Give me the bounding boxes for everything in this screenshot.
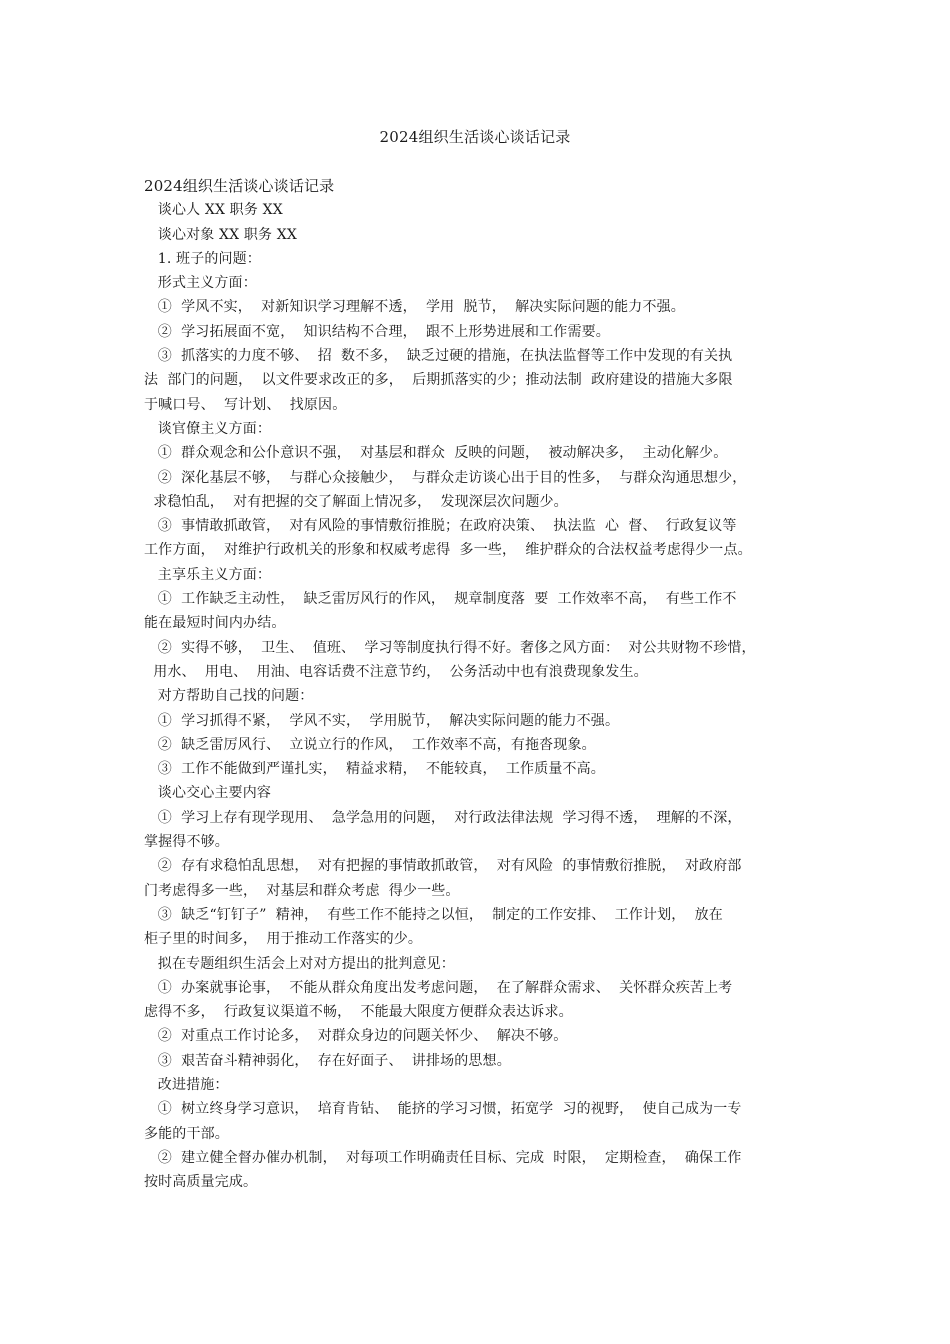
body-line: 虑得不多， 行政复议渠道不畅， 不能最大限度方便群众表达诉求。: [144, 1004, 573, 1021]
body-line: ③ 缺乏“钉钉子” 精神， 有些工作不能持之以恒， 制定的工作安排、 工作计划， 放在: [144, 906, 723, 923]
body-line: 柜子里的时间多， 用于推动工作落实的少。: [144, 931, 423, 948]
body-line: 按时高质量完成。: [144, 1174, 258, 1191]
body-line: ③ 事情敢抓敢管， 对有风险的事情敷衍推脱；在政府决策、 执法监 心 督、 行政复议等: [144, 518, 737, 535]
body-line: 于喊口号、 写计划、 找原因。: [144, 396, 347, 413]
body-line: ① 工作缺乏主动性， 缺乏雷厉风行的作风， 规章制度落 要 工作效率不高， 有些工作不: [144, 591, 737, 608]
body-line: 用水、 用电、 用油、电容话费不注意节约， 公务活动中也有浪费现象发生。: [144, 663, 648, 680]
document-title: 2024组织生活谈心谈话记录: [379, 128, 571, 146]
body-line: ③ 抓落实的力度不够、 招 数不多， 缺乏过硬的措施，在执法监督等工作中发现的有关执: [144, 348, 733, 365]
body-line: ② 缺乏雷厉风行、 立说立行的作风， 工作效率不高，有拖沓现象。: [144, 736, 596, 753]
body-line: ③ 艰苦奋斗精神弱化， 存在好面子、 讲排场的思想。: [144, 1052, 511, 1069]
body-line: 对方帮助自己找的问题：: [144, 688, 314, 705]
body-line: 拟在专题组织生活会上对对方提出的批判意见：: [144, 955, 455, 972]
body-line: ① 学风不实， 对新知识学习理解不透， 学用 脱节， 解决实际问题的能力不强。: [144, 299, 685, 316]
body-line: ① 学习抓得不紧， 学风不实， 学用脱节， 解决实际问题的能力不强。: [144, 712, 620, 729]
body-line: 法 部门的问题， 以文件要求改正的多， 后期抓落实的少；推动法制 政府建设的措施大多限: [144, 372, 733, 389]
body-line: ② 实得不够， 卫生、 值班、 学习等制度执行得不好。奢侈之风方面： 对公共财物不珍惜，: [144, 639, 756, 656]
body-line: ① 学习上存有现学现用、 急学急用的问题， 对行政法律法规 学习得不透， 理解的不深，: [144, 809, 742, 826]
body-line: ② 建立健全督办催办机制， 对每项工作明确责任目标、完成 时限， 定期检查， 确保工作: [144, 1149, 742, 1166]
body-line: 谈官僚主义方面：: [144, 420, 272, 437]
body-line: ② 学习拓展面不宽， 知识结构不合理， 跟不上形势进展和工作需要。: [144, 323, 610, 340]
body-line: 谈心对象 XX 职务 XX: [144, 226, 297, 243]
body-line: 形式主义方面：: [144, 275, 257, 292]
body-line: 掌握得不够。: [144, 834, 229, 851]
body-line: ② 存有求稳怕乱思想， 对有把握的事情敢抓敢管， 对有风险 的事情敷衍推脱， 对政府部: [144, 858, 742, 875]
body-line: 多能的干部。: [144, 1125, 229, 1142]
body-line: 工作方面， 对维护行政机关的形象和权威考虑得 多一些， 维护群众的合法权益考虑得少一点。: [144, 542, 752, 559]
body-heading: 2024组织生活谈心谈话记录: [144, 177, 335, 195]
body-line: ② 对重点工作讨论多， 对群众身边的问题关怀少、 解决不够。: [144, 1028, 568, 1045]
body-line: 主享乐主义方面：: [144, 566, 272, 583]
body-line: 门考虑得多一些， 对基层和群众考虑 得少一些。: [144, 882, 460, 899]
document-body: [144, 174, 824, 1194]
body-line: 谈心人 XX 职务 XX: [144, 202, 283, 219]
body-line: 谈心交心主要内容: [144, 785, 272, 802]
body-line: ① 办案就事论事， 不能从群众角度出发考虑问题， 在了解群众需求、 关怀群众疾苦上考: [144, 979, 733, 996]
body-line: ③ 工作不能做到严谨扎实， 精益求精， 不能较真， 工作质量不高。: [144, 761, 605, 778]
body-line: ① 群众观念和公仆意识不强， 对基层和群众 反映的问题， 被动解决多， 主动化解少。: [144, 445, 728, 462]
body-line: ① 树立终身学习意识， 培育肯钻、 能挤的学习习惯，拓宽学 习的视野， 使自己成为一专: [144, 1101, 742, 1118]
body-line: 能在最短时间内办结。: [144, 615, 286, 632]
body-line: 求稳怕乱， 对有把握的交了解面上情况多， 发现深层次问题少。: [144, 493, 568, 510]
body-line: 改进措施：: [144, 1076, 229, 1093]
body-line: 1. 班子的问题：: [144, 250, 261, 267]
body-line: ② 深化基层不够， 与群心众接触少， 与群众走访谈心出于目的性多， 与群众沟通思想少，: [144, 469, 747, 486]
